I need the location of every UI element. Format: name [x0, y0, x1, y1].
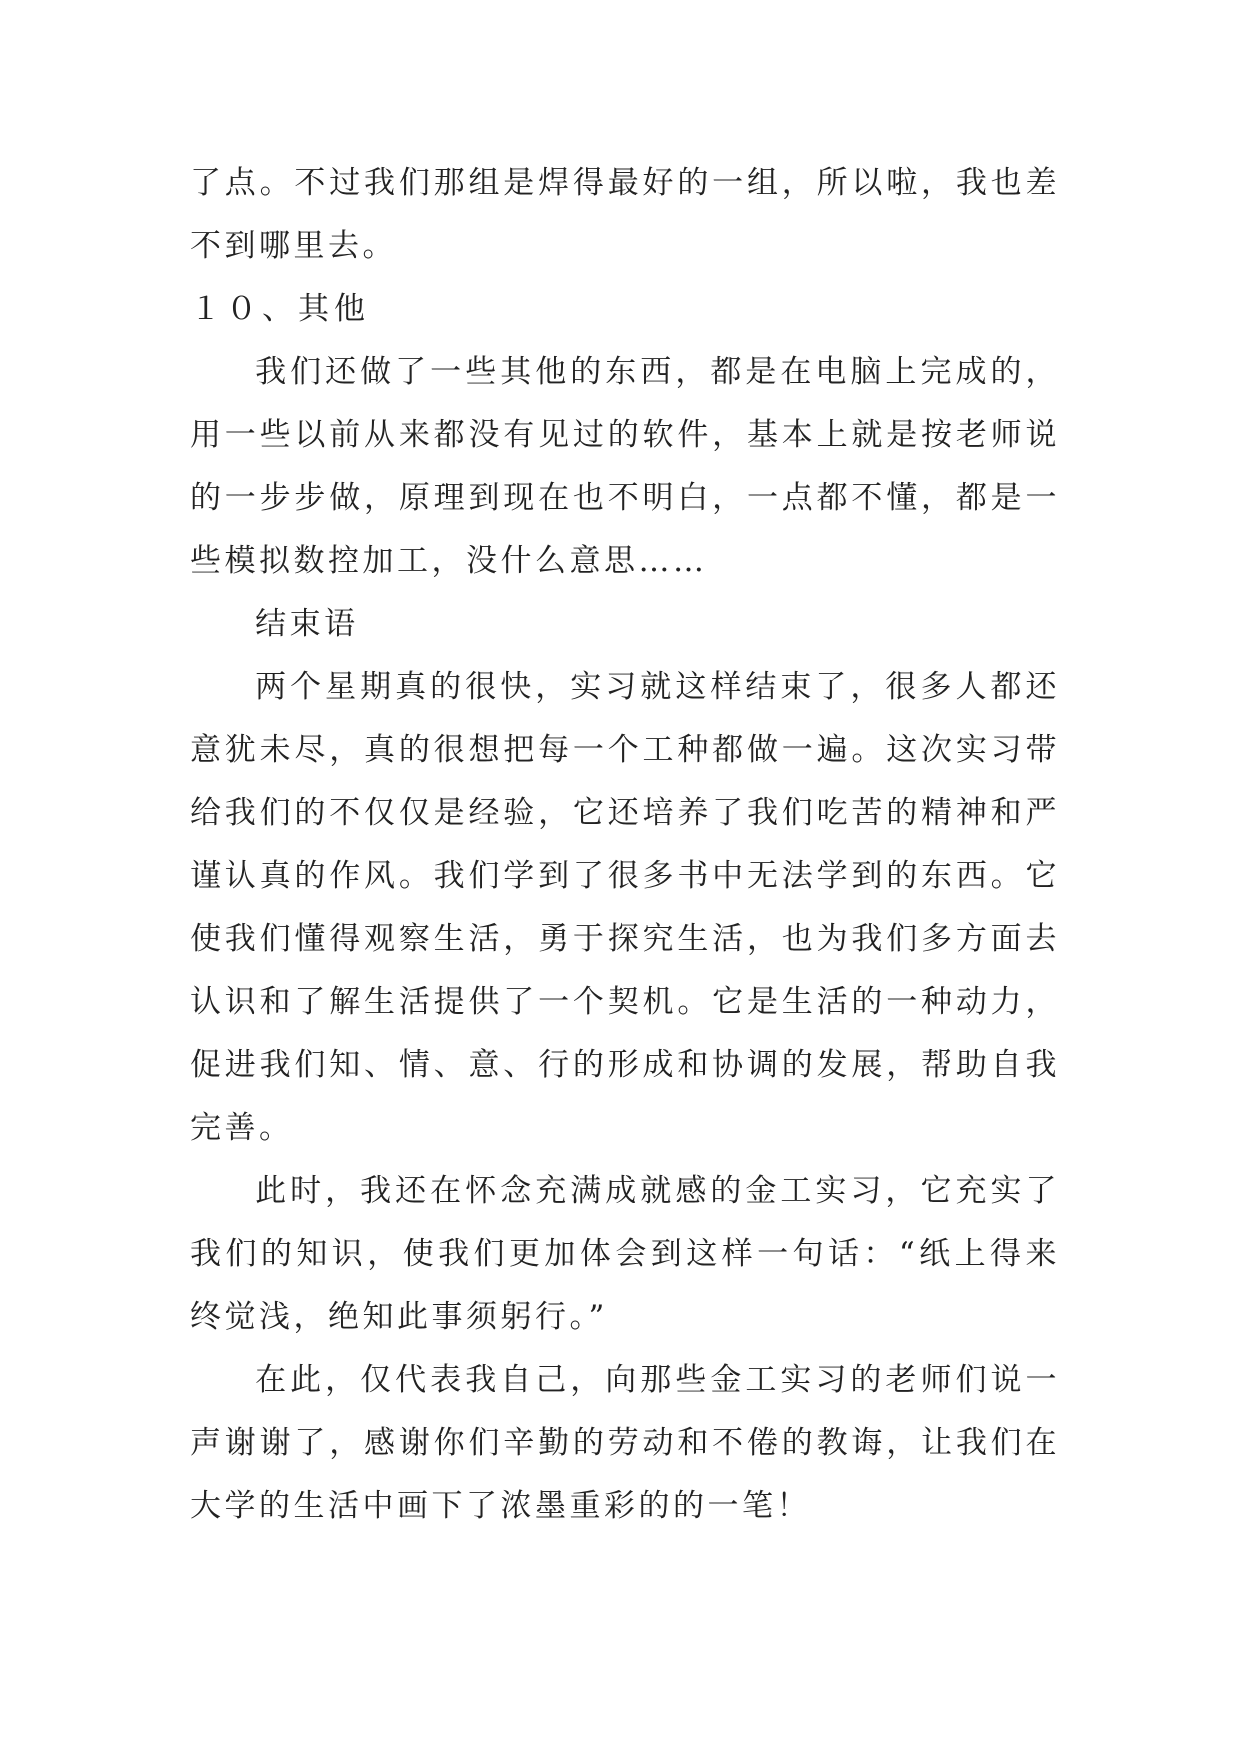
section-heading-others: １０、其他	[190, 291, 370, 327]
document-body	[190, 152, 1060, 1538]
paragraph-welding-conclusion: 了点。不过我们那组是焊得最好的一组，所以啦，我也差不到哪里去。	[190, 165, 1060, 264]
paragraph-conclusion-2: 此时，我还在怀念充满成就感的金工实习，它充实了我们的知识，使我们更加体会到这样一句话：“纸上得来终觉浅，绝知此事须躬行。”	[190, 1173, 1060, 1335]
paragraph-conclusion-1: 两个星期真的很快，实习就这样结束了，很多人都还意犹未尽，真的很想把每一个工种都做一遍。这次实习带给我们的不仅仅是经验，它还培养了我们吃苦的精神和严谨认真的作风。我们学到了很多书中无法学到的东西。它使我们懂得观察生活，勇于探究生活，也为我们多方面去认识和了解生活提供了一个契机。它是生活的一种动力，促进我们知、情、意、行的形成和协调的发展，帮助自我完善。	[190, 669, 1060, 1146]
paragraph-others: 我们还做了一些其他的东西，都是在电脑上完成的，用一些以前从来都没有见过的软件，基本上就是按老师说的一步步做，原理到现在也不明白，一点都不懂，都是一些模拟数控加工，没什么意思……	[190, 354, 1060, 579]
section-heading-conclusion: 结束语	[255, 606, 359, 642]
paragraph-conclusion-3: 在此，仅代表我自己，向那些金工实习的老师们说一声谢谢了，感谢你们辛勤的劳动和不倦的教诲，让我们在大学的生活中画下了浓墨重彩的的一笔！	[190, 1362, 1060, 1524]
